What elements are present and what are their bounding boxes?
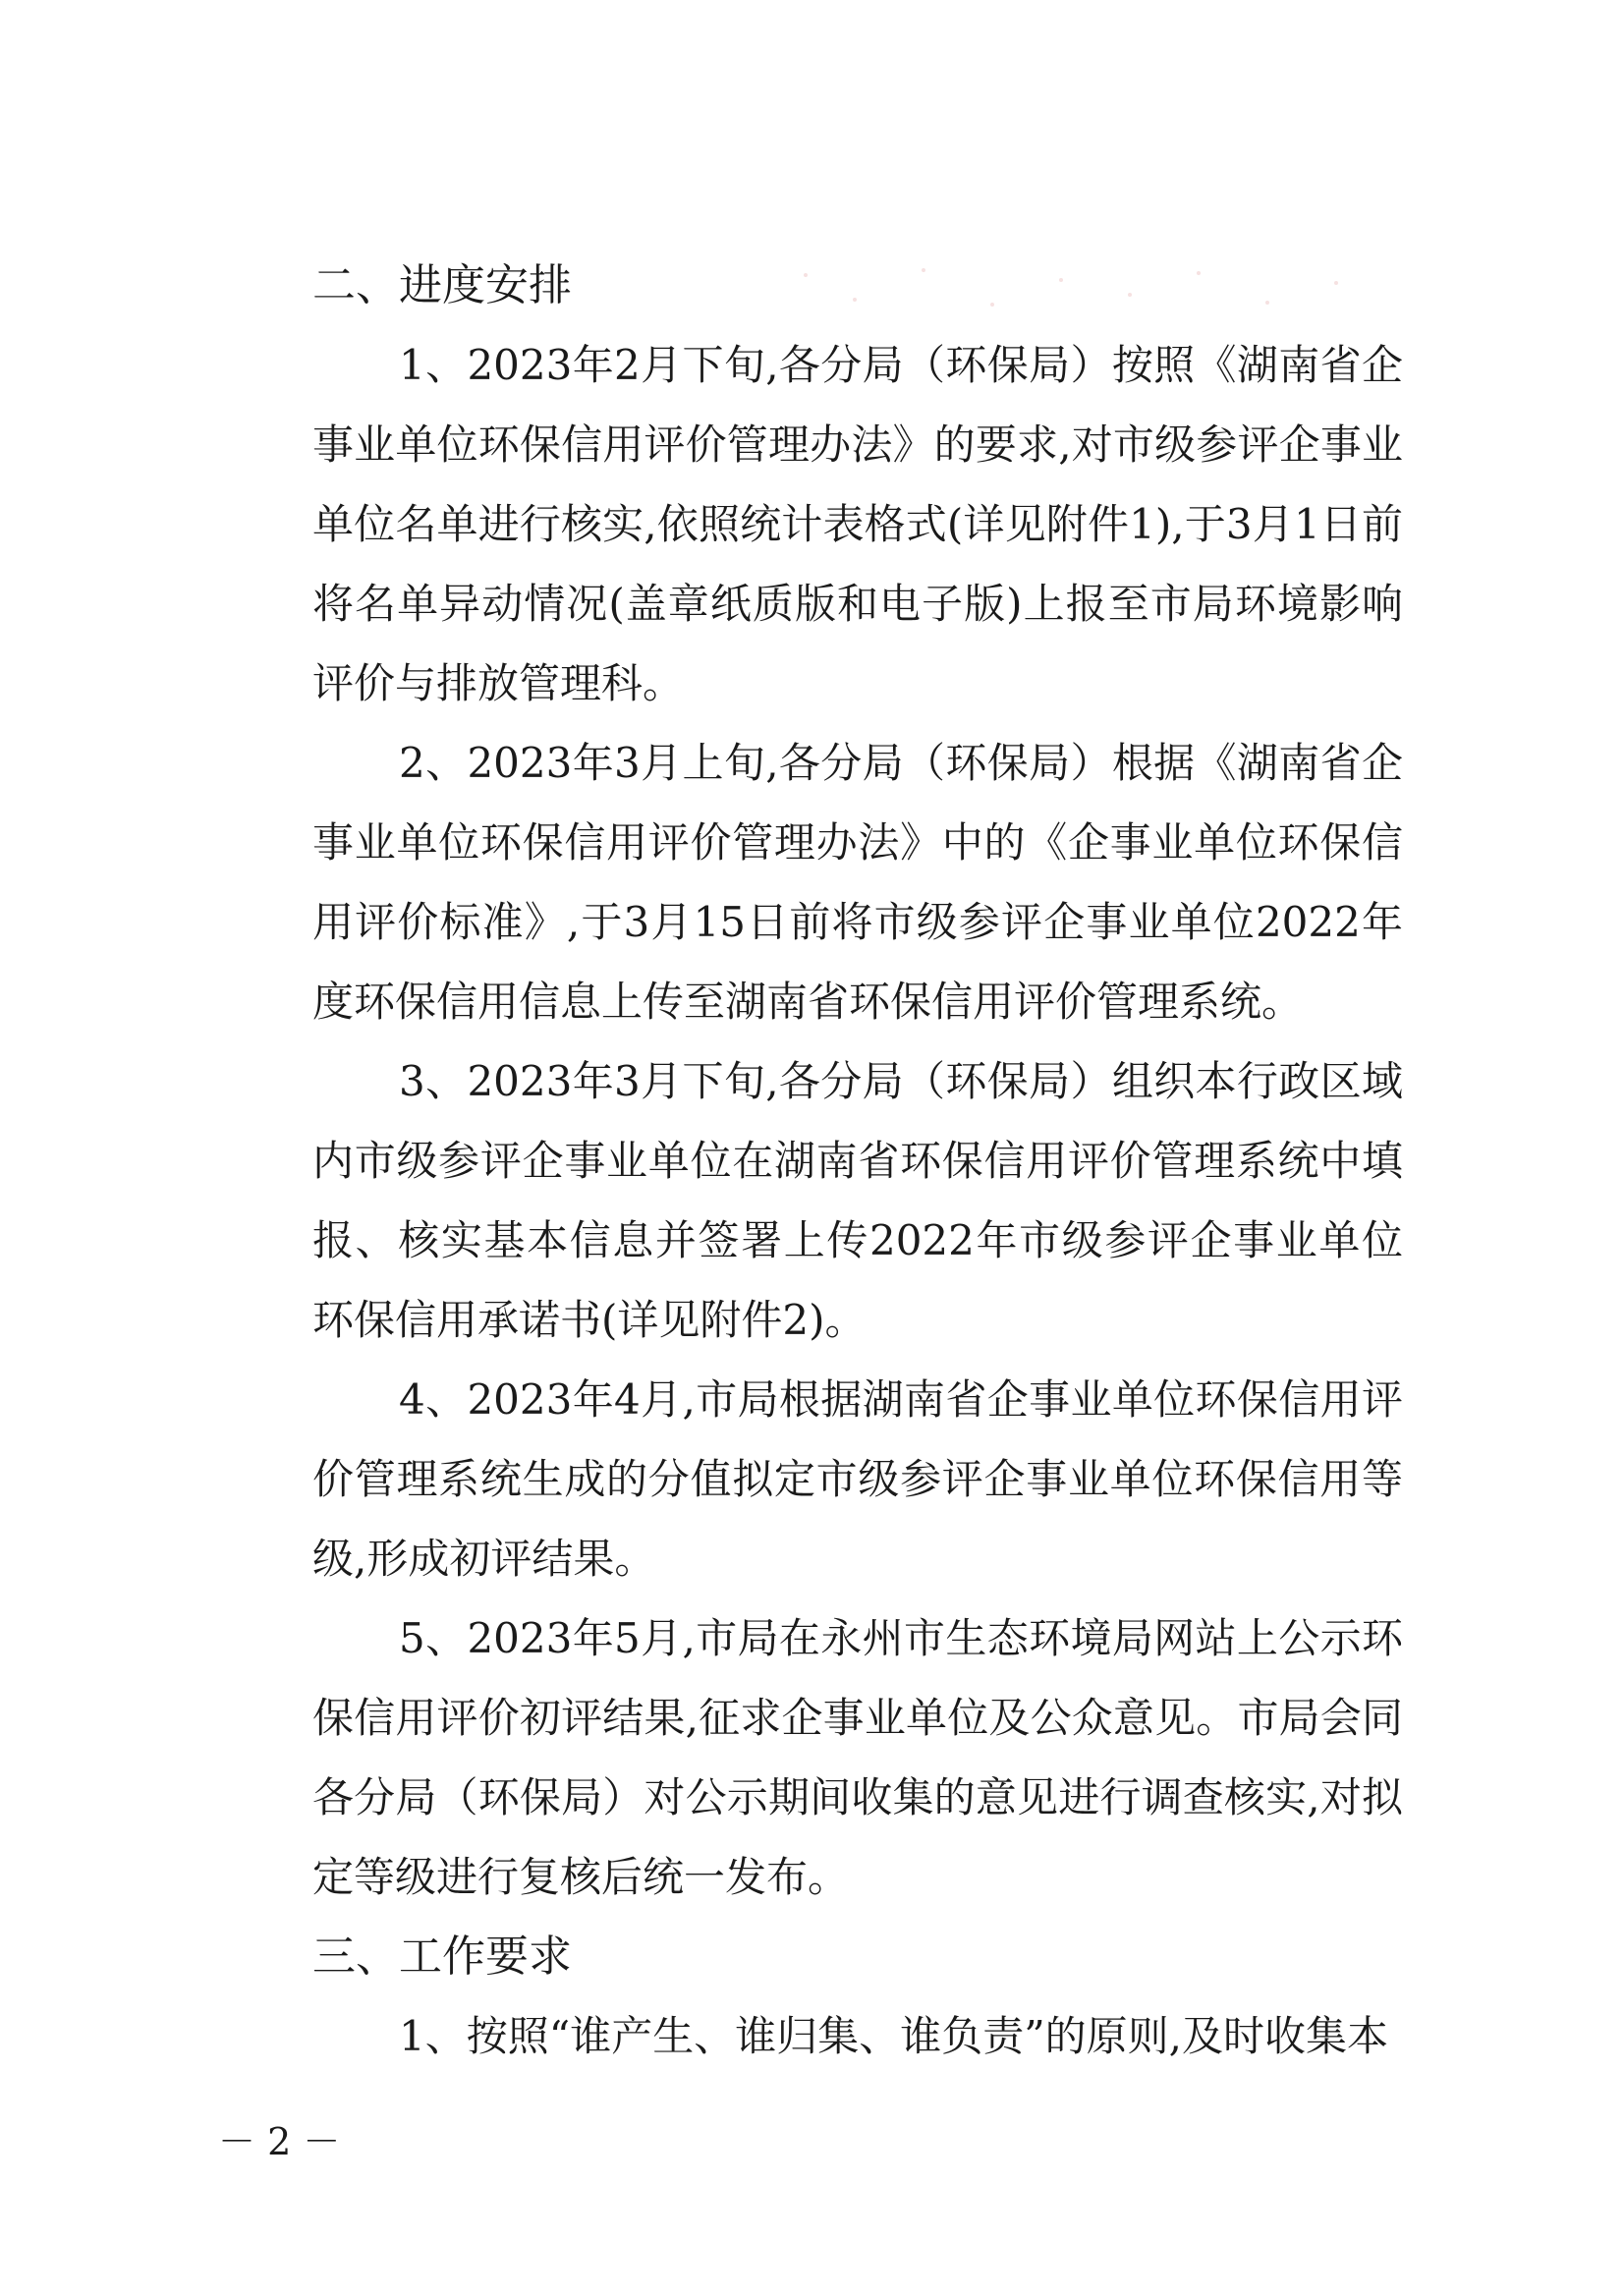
paragraph: 5、2023年5月,市局在永州市生态环境局网站上公示环保信用评价初评结果,征求企事业单位及公众意见。市局会同各分局（环保局）对公示期间收集的意见进行调查核实,对拟定等级进行复核后统一发布。 (312, 1614, 1403, 1901)
section-heading: 二、进度安排 (312, 260, 572, 310)
page-number: － 2 － (218, 2120, 341, 2163)
section-requirements (312, 1917, 1403, 2076)
paragraph: 1、2023年2月下旬,各分局（环保局）按照《湖南省企事业单位环保信用评价管理办法》的要求,对市级参评企事业单位名单进行核实,依照统计表格式(详见附件1),于3月1日前将名单异动情况(盖章纸质版和电子版)上报至市局环境影响评价与排放管理科。 (312, 341, 1403, 707)
section-schedule (312, 246, 1403, 1917)
document-body (312, 246, 1403, 2076)
paragraph: 4、2023年4月,市局根据湖南省企事业单位环保信用评价管理系统生成的分值拟定市级参评企事业单位环保信用等级,形成初评结果。 (312, 1375, 1403, 1583)
paragraph: 2、2023年3月上旬,各分局（环保局）根据《湖南省企事业单位环保信用评价管理办法》中的《企事业单位环保信用评价标准》,于3月15日前将市级参评企事业单位2022年度环保信用信息上传至湖南省环保信用评价管理系统。 (312, 739, 1403, 1026)
paragraph: 1、按照“谁产生、谁归集、谁负责”的原则,及时收集本 (399, 2012, 1389, 2060)
paragraph: 3、2023年3月下旬,各分局（环保局）组织本行政区域内市级参评企事业单位在湖南省环保信用评价管理系统中填报、核实基本信息并签署上传2022年市级参评企事业单位环保信用承诺书(详见附件2)。 (312, 1057, 1403, 1344)
section-heading: 三、工作要求 (312, 1931, 572, 1982)
